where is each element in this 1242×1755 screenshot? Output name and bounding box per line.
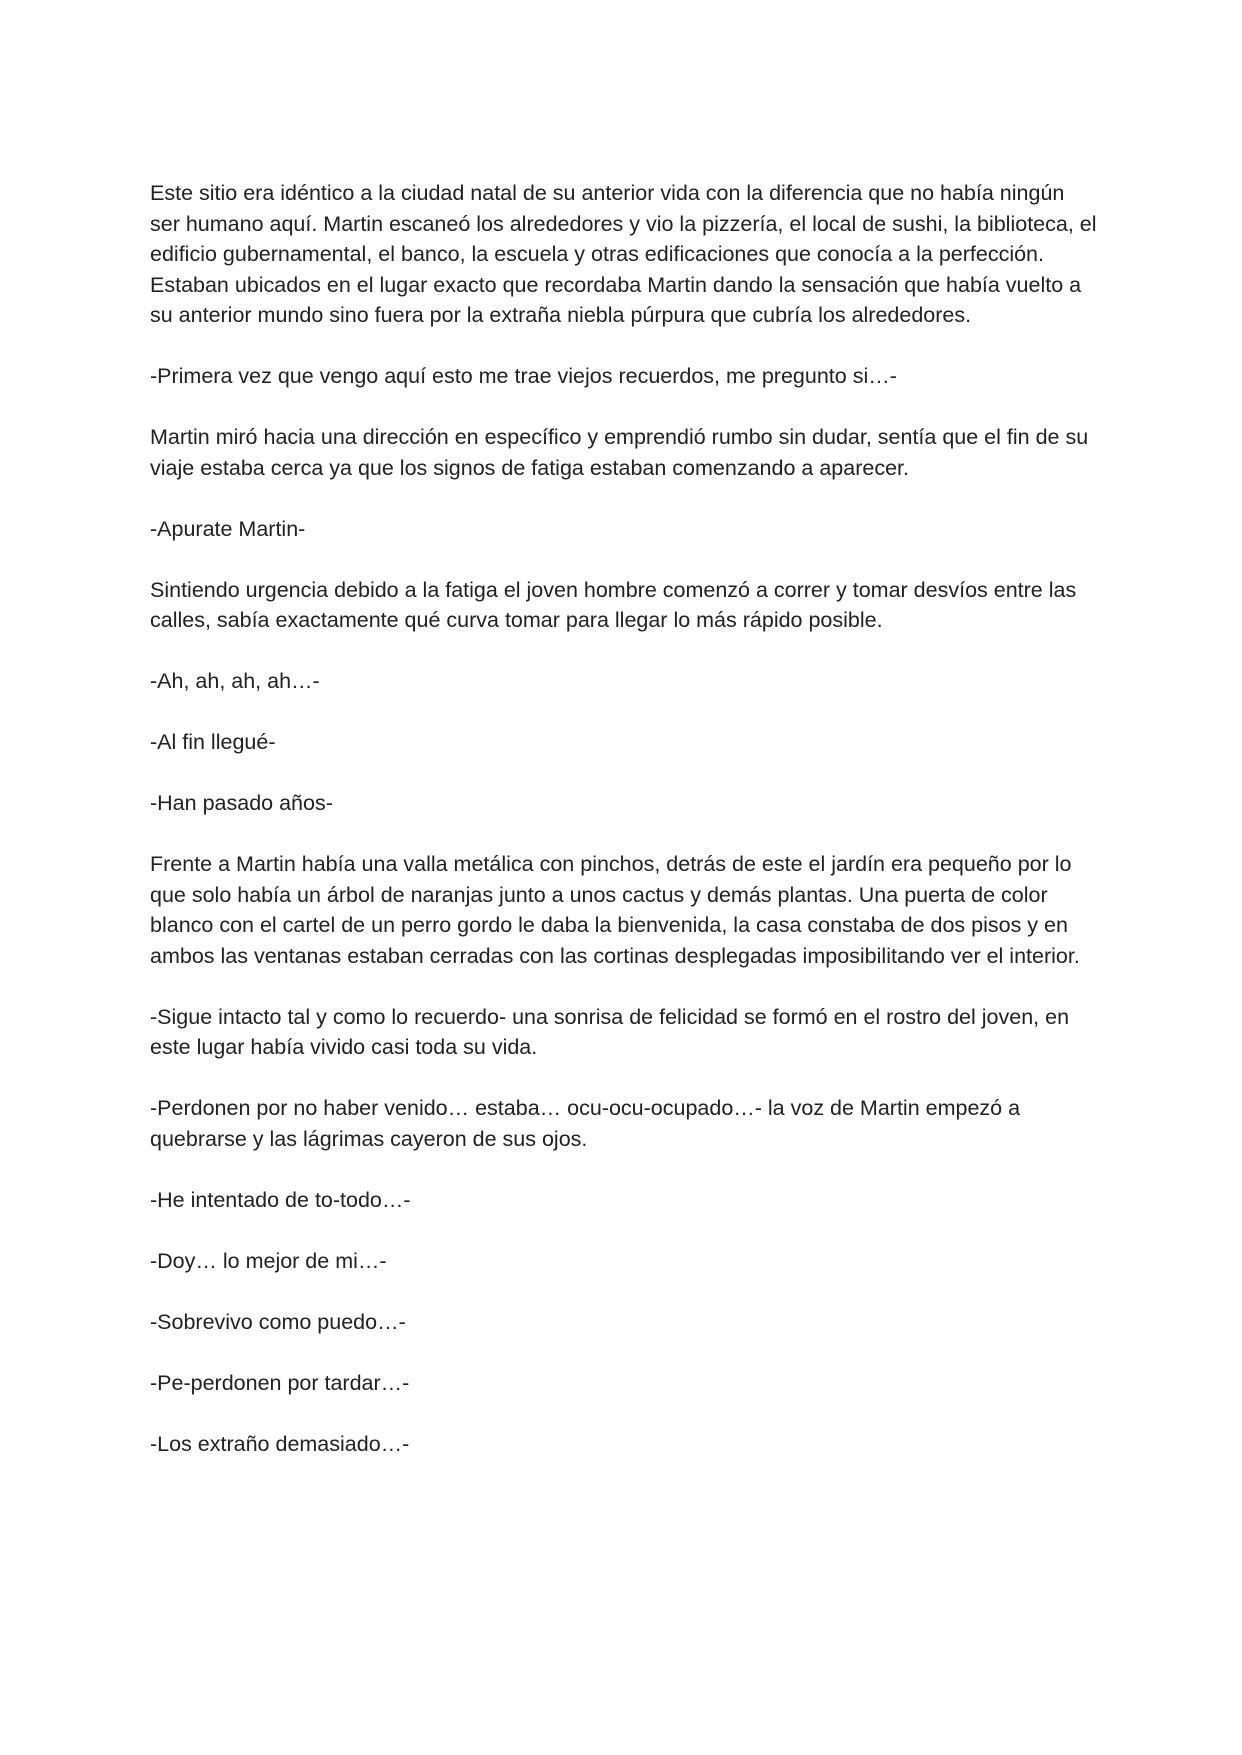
document-body (150, 178, 1100, 1490)
paragraph: -Pe-perdonen por tardar…- (150, 1370, 410, 1395)
paragraph: -Ah, ah, ah, ah…- (150, 669, 320, 693)
paragraph: -Doy… lo mejor de mi…- (150, 1248, 387, 1273)
paragraph: Sintiendo urgencia debido a la fatiga el joven hombre comenzó a correr y tomar desvíos entre las calles, sabía exactamente qué curva tomar para llegar lo más rápido posible. (150, 577, 1077, 632)
paragraph: -He intentado de to-todo…- (150, 1187, 411, 1212)
paragraph: -Sigue intacto tal y como lo recuerdo- una sonrisa de felicidad se formó en el rostro del joven, en este lugar había vivido casi toda su vida. (150, 1004, 1070, 1059)
paragraph: -Apurate Martin- (150, 516, 306, 541)
paragraph: -Al fin llegué- (150, 730, 276, 754)
paragraph: -Perdonen por no haber venido… estaba… ocu-ocu-ocupado…- la voz de Martin empezó a quebrarse y las lágrimas cayeron de sus ojos. (150, 1096, 1021, 1151)
paragraph: -Han pasado años- (150, 791, 333, 815)
paragraph: -Sobrevivo como puedo…- (150, 1309, 406, 1334)
paragraph: Este sitio era idéntico a la ciudad natal de su anterior vida con la diferencia que no había ningún ser humano aquí. Martin escaneó los alrededores y vio la pizzería, el local de sushi, la biblioteca, el edificio gubernamental, el banco, la escuela y otras edificaciones que conocía a la perfección. Estaban ubicados en el lugar exacto que recordaba Martin dando la sensación que había vuelto a su anterior mundo sino fuera por la extraña niebla púrpura que cubría los alrededores. (150, 181, 1097, 327)
paragraph: -Los extraño demasiado…- (150, 1431, 410, 1456)
paragraph: Martin miró hacia una dirección en específico y emprendió rumbo sin dudar, sentía que el fin de su viaje estaba cerca ya que los signos de fatiga estaban comenzando a aparecer. (150, 425, 1089, 480)
paragraph: -Primera vez que vengo aquí esto me trae viejos recuerdos, me pregunto si…- (150, 364, 897, 388)
paragraph: Frente a Martin había una valla metálica con pinchos, detrás de este el jardín era pequeño por lo que solo había un árbol de naranjas junto a unos cactus y demás plantas. Una puerta de color blanco con el cartel de un perro gordo le daba la bienvenida, la casa constaba de dos pisos y en ambos las ventanas estaban cerradas con las cortinas desplegadas imposibilitando ver el interior. (150, 852, 1080, 968)
